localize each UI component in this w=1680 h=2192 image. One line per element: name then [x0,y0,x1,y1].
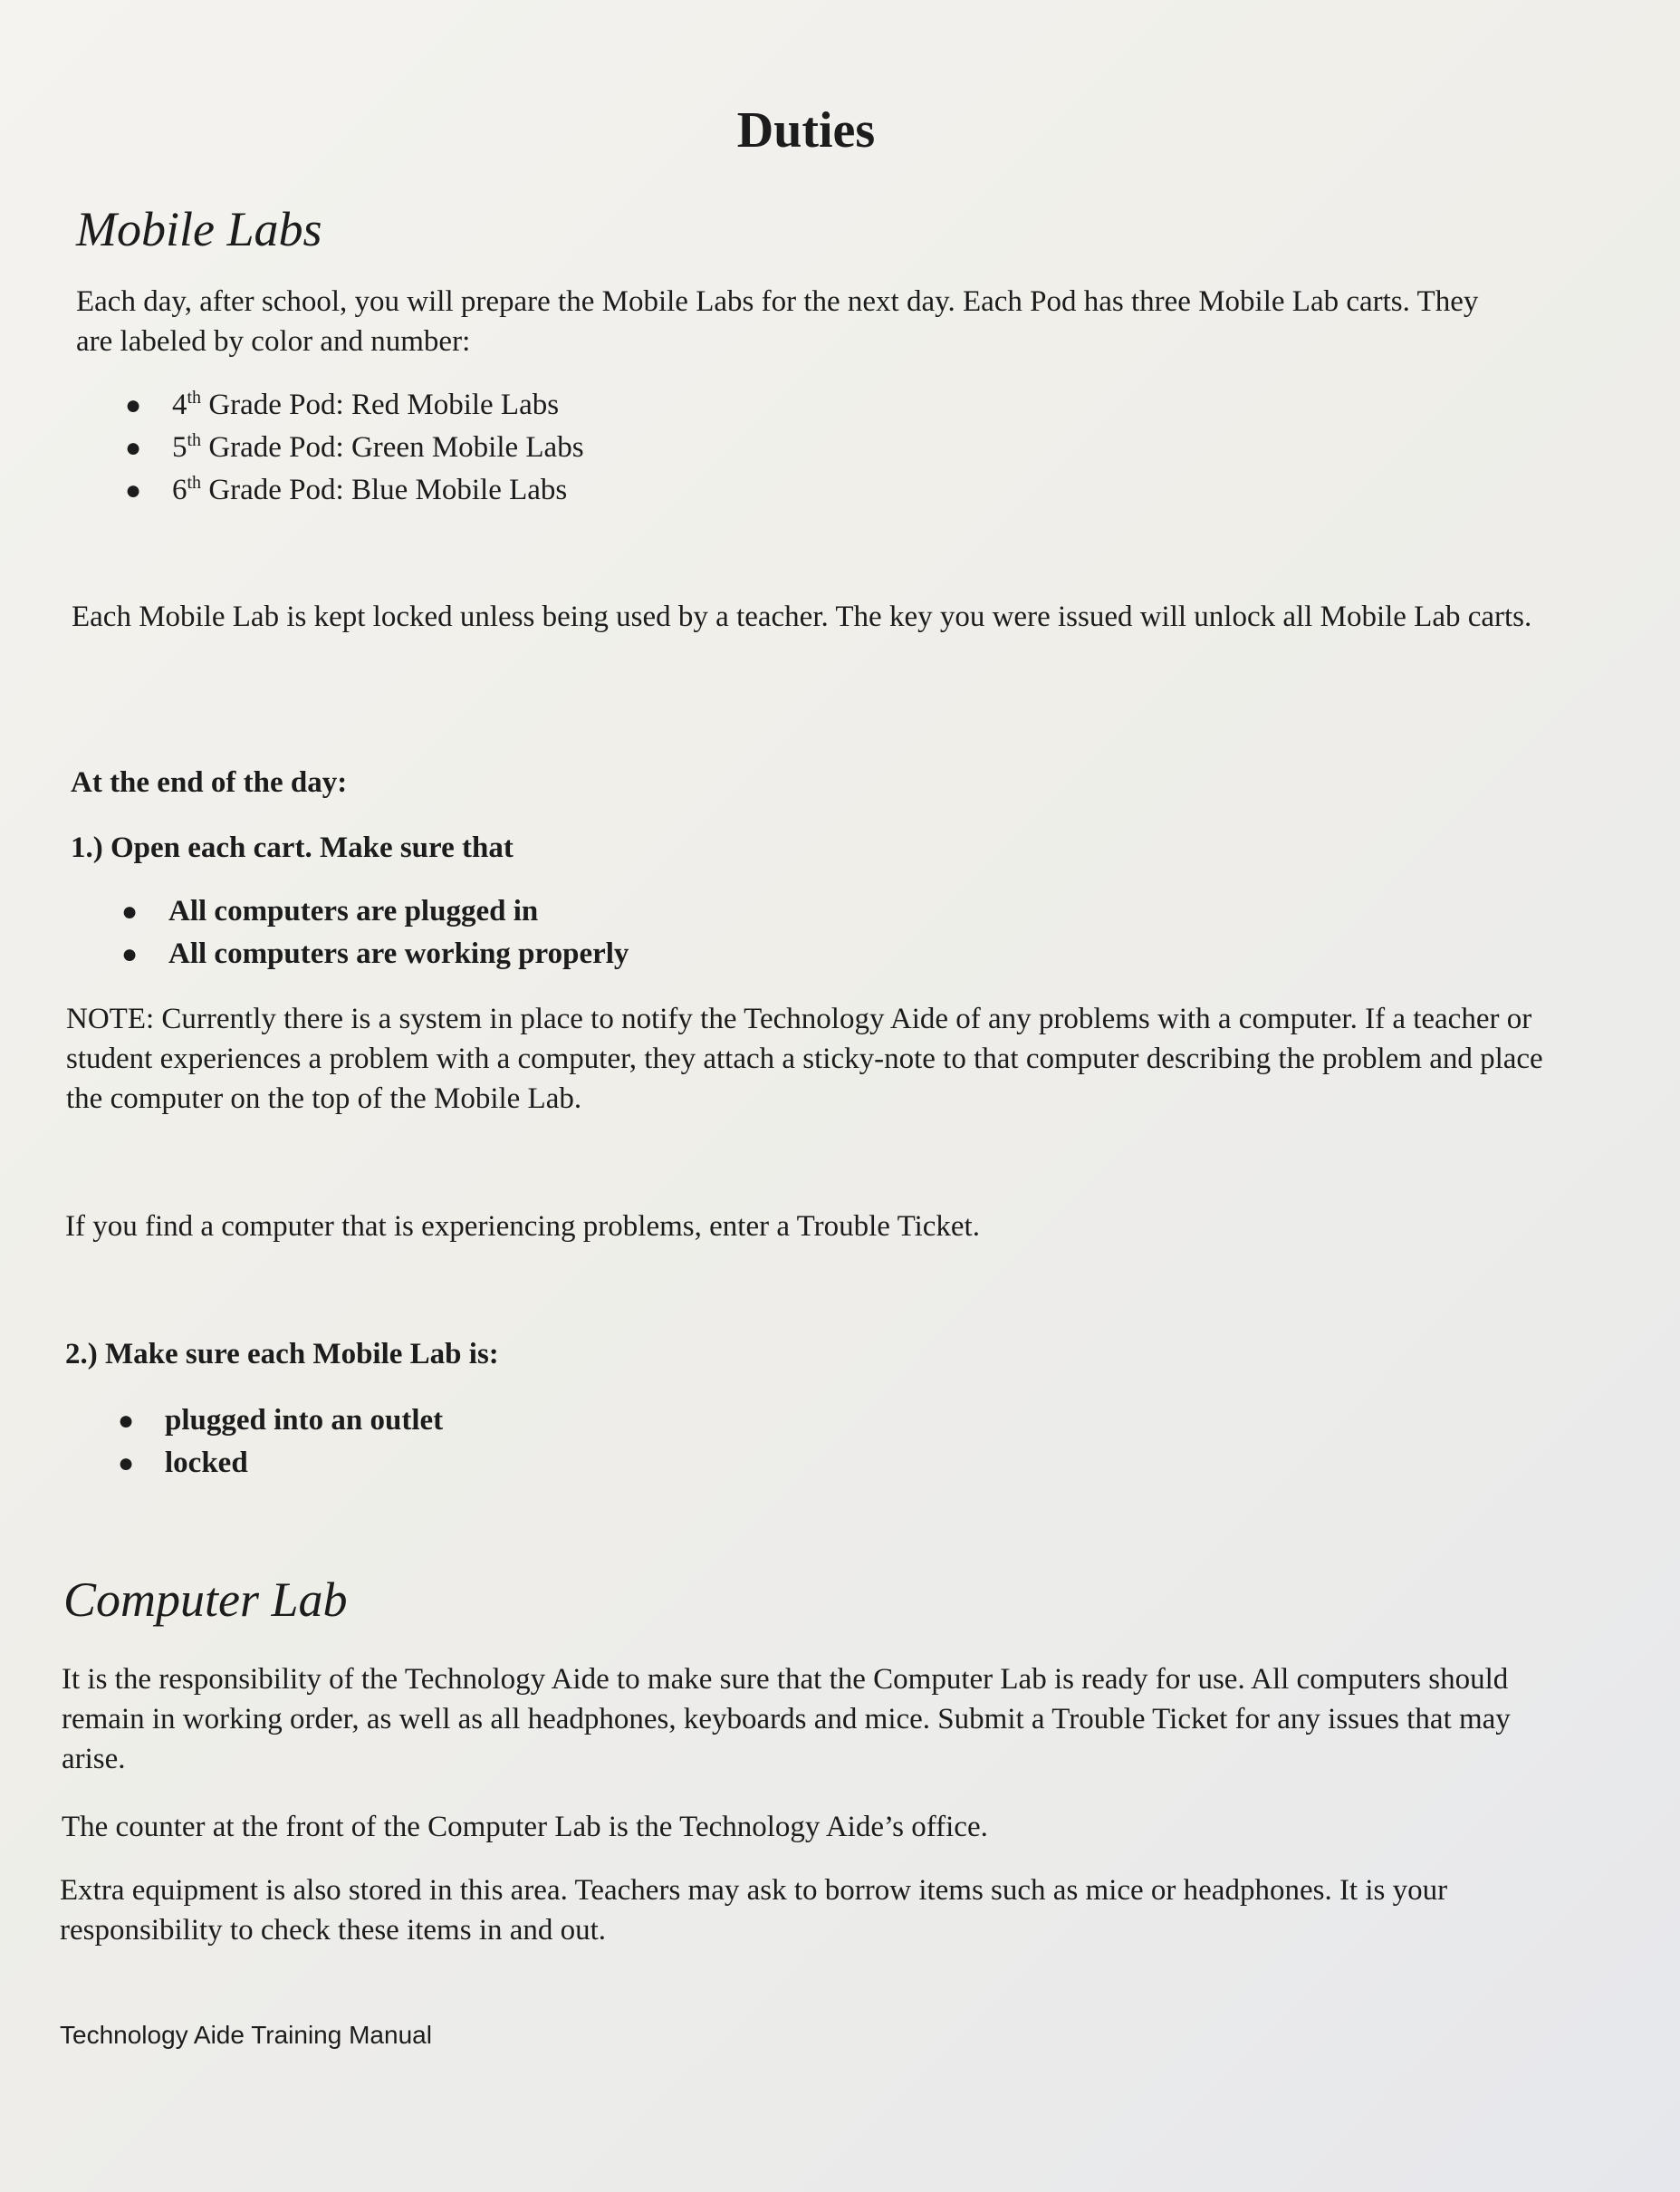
computer-lab-paragraph-3: Extra equipment is also stored in this area. Teachers may ask to borrow items such as mice or headphones. It is your responsibility to check these items in and out. [60,1874,1448,1947]
list-item: ● 4th Grade Pod: Red Mobile Labs [125,388,560,421]
list-item: ● 6th Grade Pod: Blue Mobile Labs [125,473,568,506]
section-heading-computer-lab: Computer Lab [63,1572,348,1627]
computer-lab-paragraph-2: The counter at the front of the Computer Lab is the Technology Aide’s office. [62,1811,988,1843]
step-1-heading: 1.) Open each cart. Make sure that [71,832,514,864]
computer-lab-paragraph-1: It is the responsibility of the Technology Aide to make sure that the Computer Lab is ready for use. All computers should remain in working order, as well as all headphones, keyboards and mice. Submit a Trouble Ticket for any issues that may arise. [62,1663,1511,1775]
list-item: ● plugged into an outlet [118,1404,444,1437]
step-1-list [121,890,629,976]
footer-text: Technology Aide Training Manual [60,2021,432,2049]
end-of-day-heading: At the end of the day: [71,766,348,799]
pod-list [125,384,584,512]
locked-note: Each Mobile Lab is kept locked unless being used by a teacher. The key you were issued will unlock all Mobile Lab carts. [72,601,1532,633]
mobile-labs-intro: Each day, after school, you will prepare the Mobile Labs for the next day. Each Pod has three Mobile Lab carts. They are labeled by color and number: [76,285,1479,358]
step-2-heading: 2.) Make sure each Mobile Lab is: [65,1338,499,1370]
sticky-note-explanation: NOTE: Currently there is a system in place to notify the Technology Aide of any problems with a computer. If a teacher or student experiences a problem with a computer, they attach a sticky-note to that computer describing the problem and place the computer on the top of the Mobile Lab. [66,1003,1543,1115]
list-item: ● All computers are working properly [121,937,629,970]
list-item: ● All computers are plugged in [121,895,539,928]
trouble-ticket-instruction: If you find a computer that is experiencing problems, enter a Trouble Ticket. [65,1210,980,1243]
list-item: ● 5th Grade Pod: Green Mobile Labs [125,430,584,464]
page-title: Duties [736,102,876,159]
section-heading-mobile-labs: Mobile Labs [76,202,322,256]
step-2-list [118,1399,444,1485]
list-item: ● locked [118,1447,248,1479]
